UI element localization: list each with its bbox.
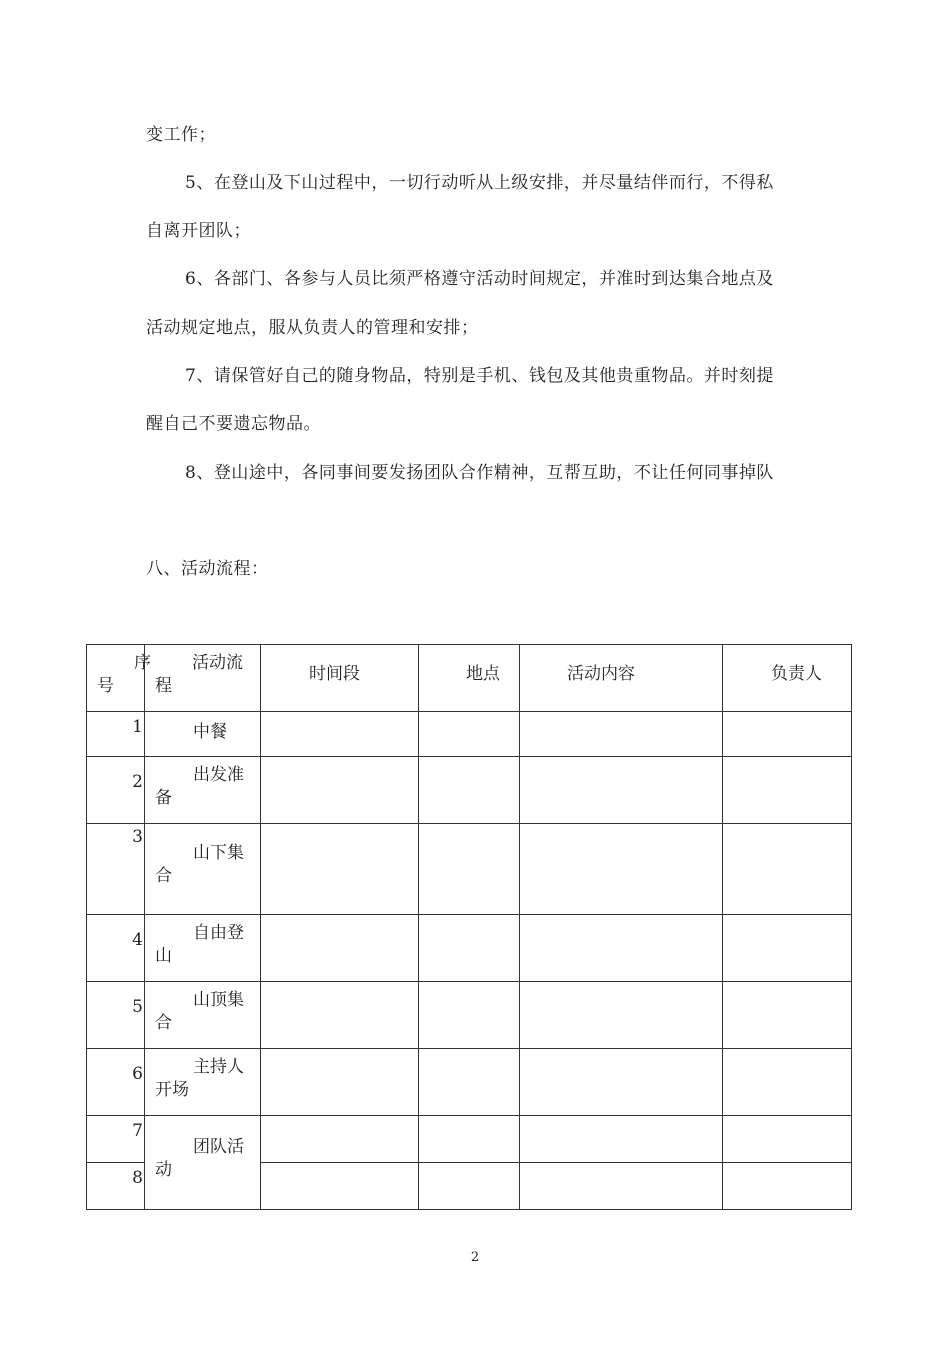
row-num-cell xyxy=(87,915,145,982)
row-flow-cell xyxy=(145,915,261,982)
time-cell xyxy=(261,824,419,915)
row-num: 6 xyxy=(132,1064,143,1084)
place-cell xyxy=(419,824,520,915)
header-owner-label: 负责人 xyxy=(771,664,822,684)
row-flow-cell xyxy=(145,1049,261,1116)
paragraph-line-7: 醒自己不要遗忘物品。 xyxy=(146,414,321,434)
header-content-label: 活动内容 xyxy=(567,664,635,684)
row-flow: 出发准 xyxy=(193,765,244,785)
time-cell xyxy=(261,915,419,982)
row-flow: 团队活 xyxy=(193,1137,244,1157)
paragraph-line-8: 8、登山途中，各同事间要发扬团队合作精神，互帮互助，不让任何同事掉队 xyxy=(185,463,774,483)
row-flow: 主持人 xyxy=(193,1057,244,1077)
paragraph-line-1: 变工作； xyxy=(146,125,216,145)
time-cell xyxy=(261,757,419,824)
row-num: 4 xyxy=(132,930,143,950)
section-heading: 八、活动流程： xyxy=(146,559,269,579)
owner-cell xyxy=(723,915,852,982)
header-seq-bottom: 号 xyxy=(97,676,114,696)
header-flow xyxy=(145,645,261,712)
place-cell xyxy=(419,1049,520,1116)
header-time xyxy=(261,645,419,712)
row-num-cell xyxy=(87,824,145,915)
row-num-cell xyxy=(87,1163,145,1210)
row-num: 8 xyxy=(132,1168,143,1188)
row-num: 5 xyxy=(132,997,143,1017)
place-cell xyxy=(419,1116,520,1163)
row-flow: 山顶集 xyxy=(193,990,244,1010)
content-cell xyxy=(520,915,723,982)
paragraph-line-3: 自离开团队； xyxy=(146,221,251,241)
owner-cell xyxy=(723,1049,852,1116)
content-cell xyxy=(520,1049,723,1116)
paragraph-line-5: 活动规定地点，服从负责人的管理和安排； xyxy=(146,318,479,338)
row-flow-continued: 开场 xyxy=(155,1080,189,1100)
row-num-cell xyxy=(87,712,145,757)
row-num: 1 xyxy=(132,717,143,737)
content-cell xyxy=(520,1116,723,1163)
place-cell xyxy=(419,1163,520,1210)
table-row xyxy=(87,915,852,982)
row-flow: 山下集 xyxy=(193,843,244,863)
row-flow-continued: 山 xyxy=(155,946,172,966)
owner-cell xyxy=(723,1116,852,1163)
paragraph-line-4: 6、各部门、各参与人员比须严格遵守活动时间规定，并准时到达集合地点及 xyxy=(185,269,774,289)
time-cell xyxy=(261,712,419,757)
page-number: 2 xyxy=(470,1250,480,1265)
place-cell xyxy=(419,757,520,824)
content-cell xyxy=(520,712,723,757)
header-seq xyxy=(87,645,151,712)
content-cell xyxy=(520,824,723,915)
table-row xyxy=(87,712,852,757)
header-content xyxy=(520,645,723,712)
time-cell xyxy=(261,1116,419,1163)
time-cell xyxy=(261,1163,419,1210)
owner-cell xyxy=(723,757,852,824)
content-cell xyxy=(520,1163,723,1210)
place-cell xyxy=(419,915,520,982)
owner-cell xyxy=(723,824,852,915)
row-flow-cell xyxy=(145,982,261,1049)
row-flow: 自由登 xyxy=(193,923,244,943)
content-cell xyxy=(520,982,723,1049)
row-num-cell xyxy=(87,757,145,824)
row-num-cell xyxy=(87,1116,145,1163)
place-cell xyxy=(419,712,520,757)
time-cell xyxy=(261,1049,419,1116)
header-time-label: 时间段 xyxy=(309,664,360,684)
paragraph-line-2: 5、在登山及下山过程中，一切行动听从上级安排，并尽量结伴而行，不得私 xyxy=(185,173,774,193)
owner-cell xyxy=(723,982,852,1049)
header-seq-top: 序 xyxy=(134,653,151,673)
time-cell xyxy=(261,982,419,1049)
table-row xyxy=(87,982,852,1049)
row-flow-cell xyxy=(145,1116,261,1210)
header-place xyxy=(419,645,520,712)
activity-table xyxy=(86,644,852,1210)
header-owner xyxy=(723,645,852,712)
row-flow: 中餐 xyxy=(193,722,227,742)
header-place-label: 地点 xyxy=(466,664,500,684)
row-num-cell xyxy=(87,982,145,1049)
row-flow-continued: 合 xyxy=(155,1013,172,1033)
row-num: 2 xyxy=(132,772,143,792)
row-flow-continued: 动 xyxy=(155,1160,172,1180)
row-flow-cell xyxy=(145,824,261,915)
row-num-cell xyxy=(87,1049,145,1116)
row-flow-cell xyxy=(145,757,261,824)
row-num: 7 xyxy=(132,1121,143,1141)
row-num: 3 xyxy=(132,827,143,847)
header-flow-bottom: 程 xyxy=(155,676,172,696)
row-flow-continued: 合 xyxy=(155,866,172,886)
owner-cell xyxy=(723,1163,852,1210)
paragraph-line-6: 7、请保管好自己的随身物品，特别是手机、钱包及其他贵重物品。并时刻提 xyxy=(185,366,774,386)
table-row xyxy=(87,1116,852,1163)
table-row xyxy=(87,824,852,915)
row-flow-continued: 备 xyxy=(155,788,172,808)
table-row xyxy=(87,1049,852,1116)
place-cell xyxy=(419,982,520,1049)
header-flow-top: 活动流 xyxy=(192,653,243,673)
row-flow-cell xyxy=(145,712,261,757)
table-row xyxy=(87,757,852,824)
table-header-row xyxy=(87,645,852,712)
content-cell xyxy=(520,757,723,824)
owner-cell xyxy=(723,712,852,757)
